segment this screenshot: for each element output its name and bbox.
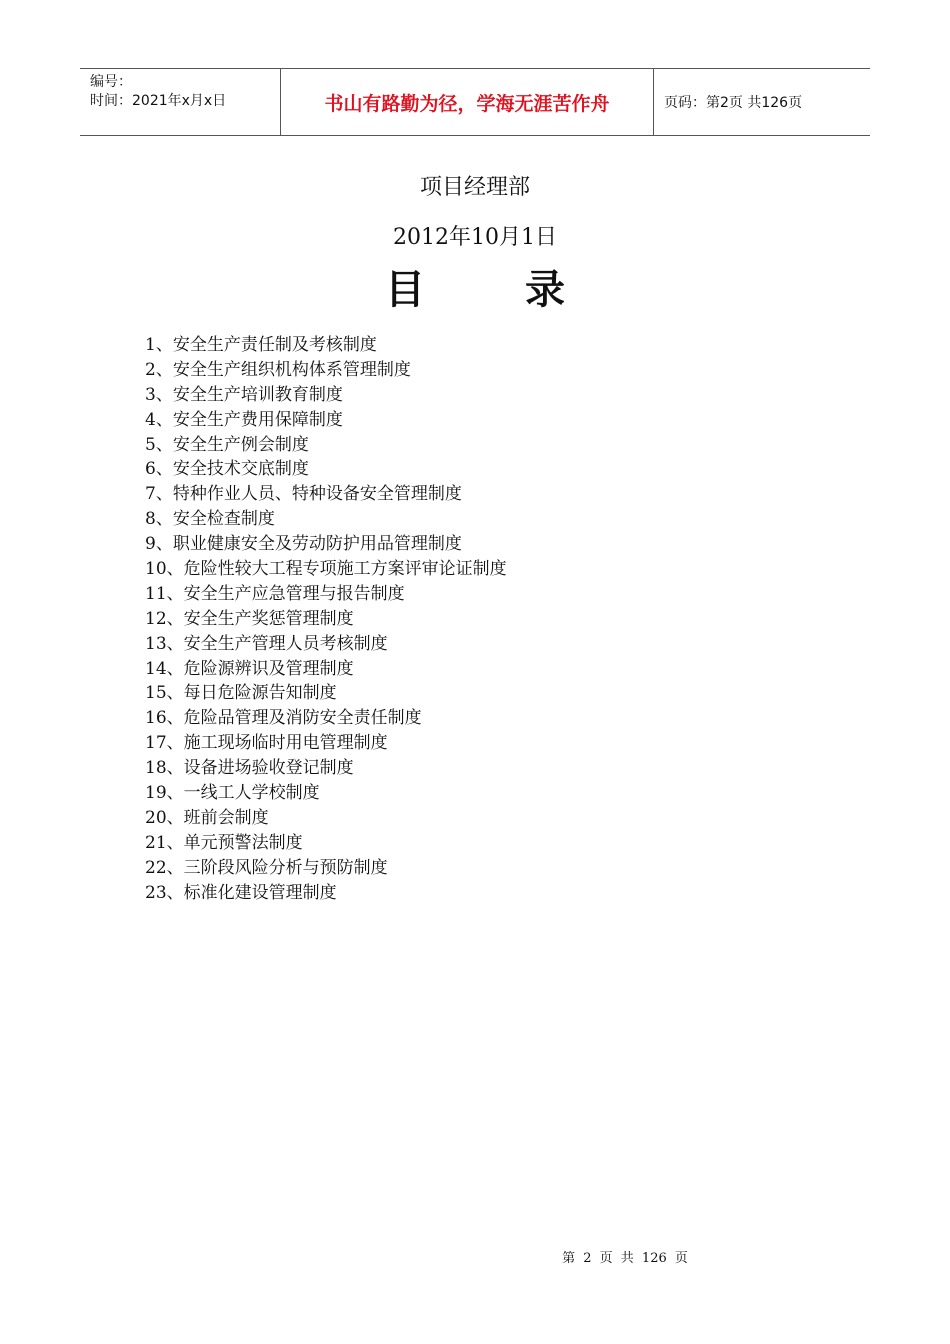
header-motto: 书山有路勤为径，学海无涯苦作舟 xyxy=(281,69,654,135)
document-date: 2012年10月1日 xyxy=(393,225,557,250)
toc-item[interactable]: 13、安全生产管理人员考核制度 xyxy=(145,633,388,654)
toc-item[interactable]: 3、安全生产培训教育制度 xyxy=(145,384,343,405)
toc-item[interactable]: 22、三阶段风险分析与预防制度 xyxy=(145,857,388,878)
toc-item[interactable]: 16、危险品管理及消防安全责任制度 xyxy=(145,708,422,729)
toc-item[interactable]: 21、单元预警法制度 xyxy=(145,832,303,853)
toc-item[interactable]: 9、职业健康安全及劳动防护用品管理制度 xyxy=(145,534,462,555)
toc-item[interactable]: 6、安全技术交底制度 xyxy=(145,459,309,480)
document-time-label: 时间：2021年x月x日 xyxy=(90,93,227,109)
toc-item[interactable]: 17、施工现场临时用电管理制度 xyxy=(145,733,388,754)
toc-item[interactable]: 18、设备进场验收登记制度 xyxy=(145,758,354,779)
toc-title: 目录 xyxy=(385,267,665,313)
department-name: 项目经理部 xyxy=(419,175,530,200)
toc-item[interactable]: 7、特种作业人员、特种设备安全管理制度 xyxy=(145,484,462,505)
toc-item[interactable]: 8、安全检查制度 xyxy=(145,509,275,530)
toc-item[interactable]: 12、安全生产奖惩管理制度 xyxy=(145,608,354,629)
page-footer: 第 2 页 共 126 页 xyxy=(562,1251,688,1266)
toc-item[interactable]: 14、危险源辨识及管理制度 xyxy=(145,658,354,679)
toc-item[interactable]: 10、危险性较大工程专项施工方案评审论证制度 xyxy=(145,559,507,580)
toc-item[interactable]: 4、安全生产费用保障制度 xyxy=(145,409,343,430)
toc-item[interactable]: 15、每日危险源告知制度 xyxy=(145,683,337,704)
toc-item[interactable]: 19、一线工人学校制度 xyxy=(145,783,320,804)
header-meta xyxy=(80,69,281,135)
page-header xyxy=(80,68,870,136)
toc-item[interactable]: 2、安全生产组织机构体系管理制度 xyxy=(145,359,411,380)
header-page-number: 页码：第2页 共126页 xyxy=(664,95,803,111)
toc-item[interactable]: 5、安全生产例会制度 xyxy=(145,434,309,455)
table-of-contents xyxy=(145,333,507,905)
toc-item[interactable]: 20、班前会制度 xyxy=(145,807,269,828)
toc-item[interactable]: 11、安全生产应急管理与报告制度 xyxy=(145,583,405,604)
toc-item[interactable]: 1、安全生产责任制及考核制度 xyxy=(145,335,377,355)
toc-item[interactable]: 23、标准化建设管理制度 xyxy=(145,882,337,903)
document-number-label: 编号： xyxy=(90,74,132,90)
